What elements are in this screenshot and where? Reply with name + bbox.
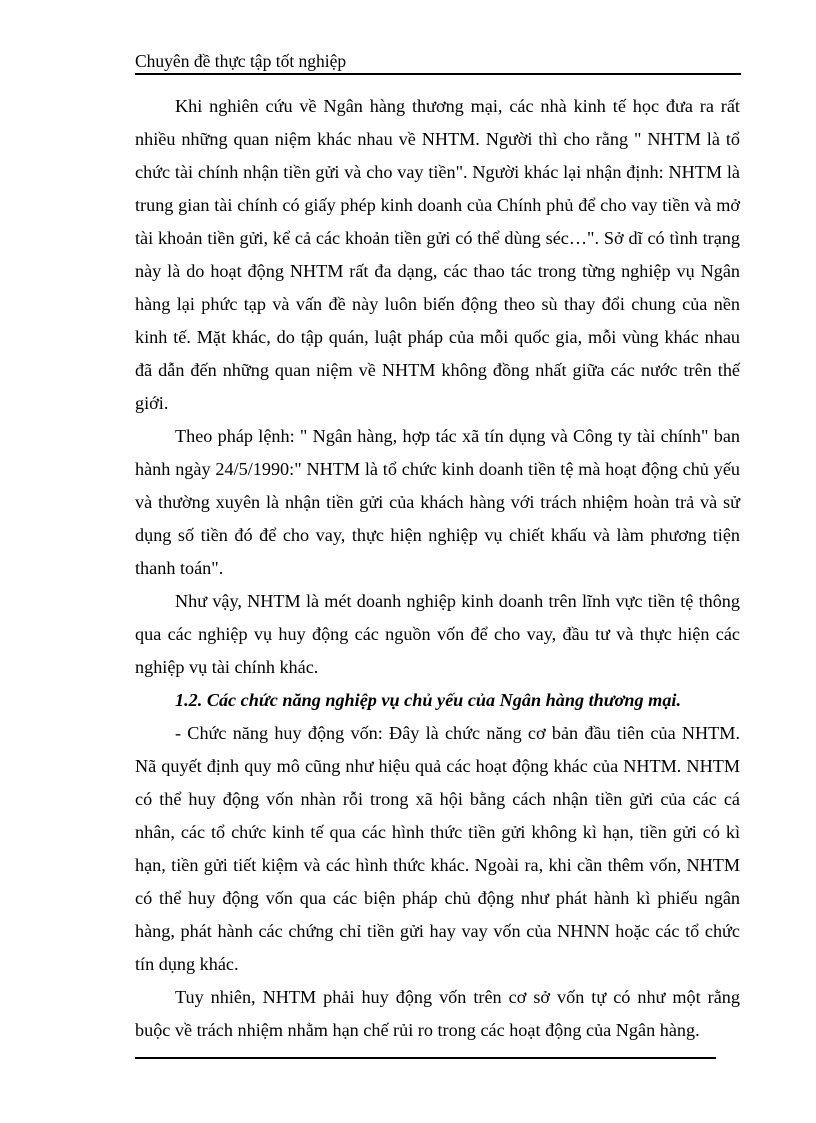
section-heading: 1.2. Các chức năng nghiệp vụ chủ yếu của Ngân hàng thương mại. bbox=[175, 690, 682, 710]
paragraph-3: Như vậy, NHTM là mét doanh nghiệp kinh doanh trên lĩnh vực tiền tệ thông qua các nghiệp vụ huy động các nguồn vốn để cho vay, đầu tư và thực hiện các nghiệp vụ tài chính khác. bbox=[135, 591, 740, 677]
header-divider bbox=[135, 73, 741, 75]
page-header bbox=[135, 50, 740, 72]
paragraph-2: Theo pháp lệnh: " Ngân hàng, hợp tác xã tín dụng và Công ty tài chính" ban hành ngày 24/5/1990:" NHTM là tổ chức kinh doanh tiền tệ mà hoạt động chủ yếu và thường xuyên là nhận tiền gửi của khách hàng với trách nhiệm hoàn trả và sử dụng số tiền đó để cho vay, thực hiện nghiệp vụ chiết khấu và làm phương tiện thanh toán". bbox=[135, 426, 740, 578]
paragraph-5: Tuy nhiên, NHTM phải huy động vốn trên cơ sở vốn tự có như một rằng buộc về trách nhiệm nhằm hạn chế rủi ro trong các hoạt động của Ngân hàng. bbox=[135, 987, 740, 1040]
document-body bbox=[135, 90, 740, 1047]
footer-divider bbox=[135, 1057, 716, 1059]
paragraph-1: Khi nghiên cứu về Ngân hàng thương mại, các nhà kinh tế học đưa ra rất nhiều những quan niệm khác nhau về NHTM. Người thì cho rằng " NHTM là tổ chức tài chính nhận tiền gửi và cho vay tiền". Người khác lại nhận định: NHTM là trung gian tài chính có giấy phép kinh doanh của Chính phủ để cho vay tiền và mở tài khoản tiền gửi, kể cả các khoản tiền gửi có thể dùng séc…". Sở dĩ có tình trạng này là do hoạt động NHTM rất đa dạng, các thao tác trong từng nghiệp vụ Ngân hàng lại phức tạp và vấn đề này luôn biến động theo sù thay đổi chung của nền kinh tế. Mặt khác, do tập quán, luật pháp của mỗi quốc gia, mỗi vùng khác nhau đã dẫn đến những quan niệm về NHTM không đồng nhất giữa các nước trên thế giới. bbox=[135, 96, 740, 413]
paragraph-4: - Chức năng huy động vốn: Đây là chức năng cơ bản đầu tiên của NHTM. Nã quyết định quy mô cũng như hiệu quả các hoạt động khác của NHTM. NHTM có thể huy động vốn nhàn rỗi trong xã hội bằng cách nhận tiền gửi của các cá nhân, các tổ chức kinh tế qua các hình thức tiền gửi không kì hạn, tiền gửi có kì hạn, tiền gửi tiết kiệm và các hình thức khác. Ngoài ra, khi cần thêm vốn, NHTM có thể huy động vốn qua các biện pháp chủ động như phát hành kì phiếu ngân hàng, phát hành các chứng chỉ tiền gửi hay vay vốn của NHNN hoặc các tổ chức tín dụng khác. bbox=[135, 723, 740, 974]
header-title: Chuyên đề thực tập tốt nghiệp bbox=[135, 51, 347, 71]
